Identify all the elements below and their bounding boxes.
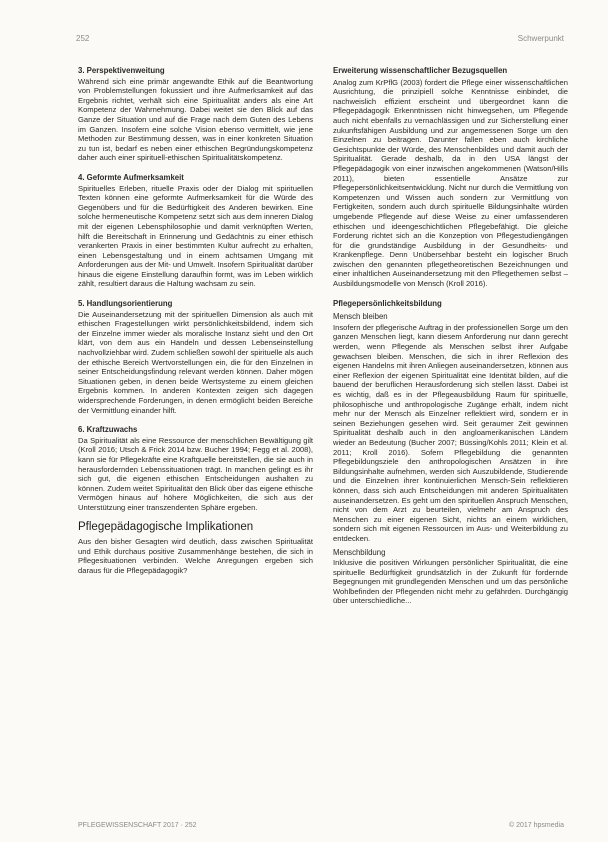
erweiterung-section: [333, 66, 568, 289]
mensch-bleiben-heading: Mensch bleiben: [333, 312, 388, 322]
section-4: [78, 173, 313, 289]
implikationen-text: Aus den bisher Gesagten wird deutlich, dass zwischen Spiritualität und Ethik durchaus positive Zusammenhänge bestehen, die sich in Pflegesituationen verbinden. Welche Anregungen ergeben sich daraus für die Pflegepädagogik?: [78, 537, 313, 575]
running-head: [0, 34, 608, 48]
erweiterung-text: Analog zum KrPflG (2003) fordert die Pflege einer wissenschaftlichen Ausrichtung, die prinzipiell solche Kenntnisse einbindet, die nachweislich effizient erscheint und übergeordnet kann die Pflegepädagogik Erkenntnissen nicht hinwegsehen, um Pflegende auch nicht ebenfalls zu vernachlässigen und zur Sicherstellung einer zukunftsfähigen Ausbildung und zur angemessenen Sorge um den Einzelnen zu beitragen. Darunter fallen eben auch kirchliche Gesichtspunkte der Würde, des Menschenbildes und damit auch der Spiritualität. Gerade deshalb, da in den USA längst der Pflegepädagogik von einer inzwischen angekommenen (Watson/Hills 2011), bieten essentielle Ansätze zur Pflegepersönlichkeitsentwicklung. Nicht nur durch die Vermittlung von Kompetenzen und Wissen auch sondern zur Vermittlung von Fertigkeiten, sondern auch durch spirituelle Bildungsinhalte würden umgebende Pflegende auf diese Weise zu einer umfassenderen ethischen und ideengeschichtlichen Pflegebefähigt. Die gleiche Forderung richtet sich an die Konzeption von Pflegestudiengängen für die grundständige Ausbildung in der Gesundheits- und Krankenpflege. Denn Unübersehbar besteht ein logischer Bruch zwischen den genannten pflegetheoretischen Bezeichnungen und einer inhaltlichen Auseinandersetzung mit den Pflegethemen selbst – Ausbildungsmodelle von Mensch (Kroll 2016).: [333, 77, 568, 289]
pflegepersoenlichkeit-heading: Pflegepersönlichkeitsbildung: [333, 298, 442, 308]
section-6-text: Da Spiritualität als eine Ressource der menschlichen Bewältigung gilt (Kroll 2016; Utsch & Frick 2014 bzw. Bucher 1994; Fegg et al. 2008), kann sie für Pflegekräfte eine Kraftquelle bereitstellen, die sie auch in herausfordernden Lebenssituationen trägt. In manchen gelingt es ihr sich gut, die eigenen ethischen Entscheidungen aushalten zu können. Zudem weitet Spiritualität den Blick über das eigene ethische Vermögen hinaus auf höhere Möglichkeiten, die sich aus der Unterstützung einer transzendenten Sphäre ergeben.: [78, 435, 313, 512]
menschbildung-heading: Menschbildung: [333, 547, 386, 557]
section-3-heading: 3. Perspektivenweitung: [78, 66, 165, 75]
footer-journal: PFLEGEWISSENSCHAFT 2017 · 252: [78, 822, 197, 829]
implikationen-heading: Pflegepädagogische Implikationen: [78, 520, 254, 533]
page-number: 252: [76, 34, 90, 43]
section-5-text: Die Auseinandersetzung mit der spirituellen Dimension als auch mit ethischen Fragestellungen wirkt persönlichkeitsbildend, indem sich der Einzelne immer wieder als moralische Instanz sieht und den Ort klärt, von dem aus ein Handeln und dessen Lebenseinstellung nachvollziehbar wird. Zudem schließen sowohl der spirituelle als auch der ethische Bereich Wertvorstellungen ein, die für den Einzelnen in seiner Entscheidungsfindung relevant werden können. Daher mögen Situationen geben, in denen beide Wertsysteme zu einem gleichen Ergebnis kommen. In anderen Kontexten zeigen sich dagegen widersprechende Forderungen, in denen ermöglicht beiden Bereiche der Vermittlung einander hilft.: [78, 309, 313, 415]
erweiterung-heading: Erweiterung wissenschaftlicher Bezugsquellen: [333, 66, 508, 75]
section-6: [78, 425, 313, 512]
section-label: Schwerpunkt: [517, 34, 564, 43]
section-5: [78, 299, 313, 415]
footer-copyright: © 2017 hpsmedia: [509, 822, 564, 829]
page-footer: [0, 822, 608, 834]
menschbildung-text: Inklusive die positiven Wirkungen persönlicher Spiritualität, die eine spirituelle Bedürftigkeit grundsätzlich in der Zukunft für fordernde Begegnungen mit grundlegenden Menschen und um das persönliche Wohlbefinden der Pflegenden nicht mehr zu gefährden. Durchgängig über unterschiedliche...: [333, 558, 568, 606]
mensch-bleiben-text: Insofern der pflegerische Auftrag in der professionellen Sorge um den ganzen Menschen liegt, kann diesem Anforderung nur dann gerecht werden, wenn Pflegende als Menschen selbst ihrer Aufgabe gewachsen bleiben. Menschen, die sich in ihrer Reflexion des eigenen Handelns mit ihren Anliegen auseinandersetzen, können aus einer Reflexion der eigenen Spiritualität eine Identität bilden, auf die bauend der beruflichen Herausforderung sich stellen lässt. Dabei ist es wichtig, daß es in der Pflegeausbildung Raum für spirituelle, philosophische und anthropologische Zugänge erhält, indem nicht mehr nur der Mensch als Einzelner reflektiert wird, sondern er in seinen Beziehungen gesehen wird. Seit geraumer Zeit gewinnen Spiritualität deshalb auch in den angloamerikanischen Ländern wieder an Bedeutung (Bucher 2007; Büssing/Kohls 2011; Klein et al. 2011; Kroll 2016). Sofern Pflegebildung die genannten Pflegebildungsziele den anthropologischen Ansätzen in ihre Bildungsinhalte aufnehmen, werden sich Auszubildende, Studierende und die Einzelnen ihrer kontinuierlichen Mensch-Sein reflektieren können, dass sich auch Entscheidungen mit anderen Spiritualitäten auseinandersetzen. Es geht um den spirituellen Anspruch Menschen, nicht von dem Arzt zu beurteilen, vielmehr am Anspruch des Menschen zu einer eigenen Sicht, nichts an einem wirklichen, sondern sich mit eigenen Ressourcen im Aus- und Weiterbildung zu entdecken.: [333, 322, 568, 543]
section-4-text: Spirituelles Erleben, rituelle Praxis oder der Dialog mit spirituellen Texten können eine geformte Aufmerksamkeit für die Würde des Gegenübers und für die Bedürftigkeit des Anderen bewirken. Eine solche hermeneutische Kompetenz setzt sich aus dem inneren Dialog mit der eigenen Lebensphilosophie und damit verknüpften Werten, hilft die Bereitschaft in Erinnerung und Gedächtnis zu einer ethisch verankerten Praxis in einer bestimmten Kultur aufrecht zu erhalten, einen Lebensgestaltung und in einem achtsamen Umgang mit Anforderungen aus der Mit- und Umwelt. Insofern Spiritualität darüber hinaus die eigene Einstellung daraufhin formt, was im Leben wirklich zählt, resultiert daraus die Haltung wachsam zu sein.: [78, 183, 313, 289]
left-column: [78, 66, 313, 586]
section-3: [78, 66, 313, 163]
section-3-text: Während sich eine primär angewandte Ethik auf die Beantwortung von Problemstellungen fokussiert und ihre Aufmerksamkeit auf das Ergebnis richtet, verhält sich eine Spiritualität anders als eine Art Kompetenz der Wahrnehmung. Dabei weitet sie den Blick auf das Ganze der Situation und auf die Frage nach dem Guten des Lebens im Ganzen. Insofern eine solche Vision ebenso vermittelt, wie jene Methoden zur Bestimmung dessen, was in einer konkreten Situation zu tun ist, bedarf es neben einer ethischen Begründungskompetenz daher auch einer spirituell-ethischen Spiritualitätskompetenz.: [78, 76, 313, 163]
section-4-heading: 4. Geformte Aufmerksamkeit: [78, 172, 184, 182]
pflegepersoenlichkeit-section: [333, 299, 568, 606]
right-column: [333, 66, 568, 616]
section-5-heading: 5. Handlungsorientierung: [78, 299, 173, 309]
section-6-heading: 6. Kraftzuwachs: [78, 425, 138, 435]
implikationen-section: [78, 520, 313, 576]
